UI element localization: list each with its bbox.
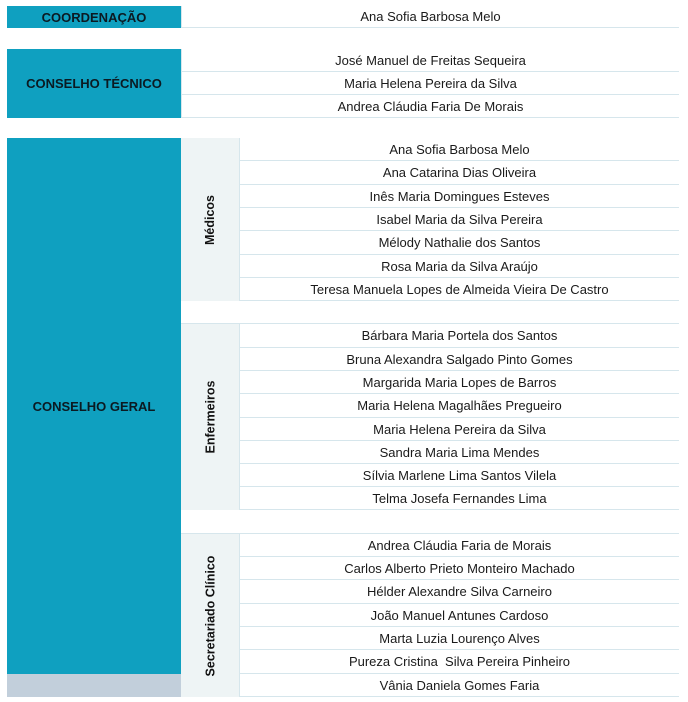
enfermeiros-member: Maria Helena Magalhães Pregueiro <box>239 394 679 418</box>
enfermeiros-member: Maria Helena Pereira da Silva <box>239 418 679 441</box>
medicos-member: Inês Maria Domingues Esteves <box>239 185 679 208</box>
category-medicos-label: Médicos <box>202 194 217 245</box>
conselho-tecnico-label: CONSELHO TÉCNICO <box>26 76 162 91</box>
medicos-member: Ana Sofia Barbosa Melo <box>239 138 679 161</box>
secretariado-member: Pureza Cristina Silva Pereira Pinheiro <box>239 650 679 674</box>
category-medicos <box>181 138 239 301</box>
enfermeiros-member: Sílvia Marlene Lima Santos Vilela <box>239 464 679 487</box>
secretariado-member: Hélder Alexandre Silva Carneiro <box>239 580 679 604</box>
group-spacer <box>181 301 679 324</box>
enfermeiros-member: Telma Josefa Fernandes Lima <box>239 487 679 510</box>
medicos-member: Teresa Manuela Lopes de Almeida Vieira De Castro <box>239 278 679 301</box>
category-secretariado-clinico <box>181 534 239 697</box>
enfermeiros-member: Bruna Alexandra Salgado Pinto Gomes <box>239 348 679 371</box>
category-enfermeiros <box>181 324 239 510</box>
group-spacer <box>181 510 679 534</box>
conselho-tecnico-member: Maria Helena Pereira da Silva <box>181 72 679 95</box>
enfermeiros-member: Sandra Maria Lima Mendes <box>239 441 679 464</box>
secretariado-member: Carlos Alberto Prieto Monteiro Machado <box>239 557 679 580</box>
secretariado-member: Andrea Cláudia Faria de Morais <box>239 534 679 557</box>
coordenacao-header <box>7 6 181 28</box>
conselho-geral-label: CONSELHO GERAL <box>32 398 156 414</box>
medicos-member: Rosa Maria da Silva Araújo <box>239 255 679 278</box>
conselho-tecnico-member: José Manuel de Freitas Sequeira <box>181 49 679 72</box>
conselho-geral-header <box>7 138 181 674</box>
secretariado-member: Marta Luzia Lourenço Alves <box>239 627 679 650</box>
coordenacao-member: Ana Sofia Barbosa Melo <box>181 6 679 28</box>
category-enfermeiros-label: Enfermeiros <box>203 380 218 454</box>
coordenacao-label: COORDENAÇÃO <box>41 9 147 25</box>
enfermeiros-member: Margarida Maria Lopes de Barros <box>239 371 679 394</box>
category-secretariado-label: Secretariado Clínico <box>203 555 217 676</box>
secretariado-member: Vânia Daniela Gomes Faria <box>239 674 679 697</box>
conselho-tecnico-member: Andrea Cláudia Faria De Morais <box>181 95 679 118</box>
medicos-member: Isabel Maria da Silva Pereira <box>239 208 679 231</box>
enfermeiros-member: Bárbara Maria Portela dos Santos <box>239 324 679 348</box>
medicos-member: Ana Catarina Dias Oliveira <box>239 161 679 185</box>
conselho-geral-footer-band <box>7 674 181 697</box>
conselho-tecnico-header <box>7 49 181 118</box>
medicos-member: Mélody Nathalie dos Santos <box>239 231 679 255</box>
secretariado-member: João Manuel Antunes Cardoso <box>239 604 679 627</box>
